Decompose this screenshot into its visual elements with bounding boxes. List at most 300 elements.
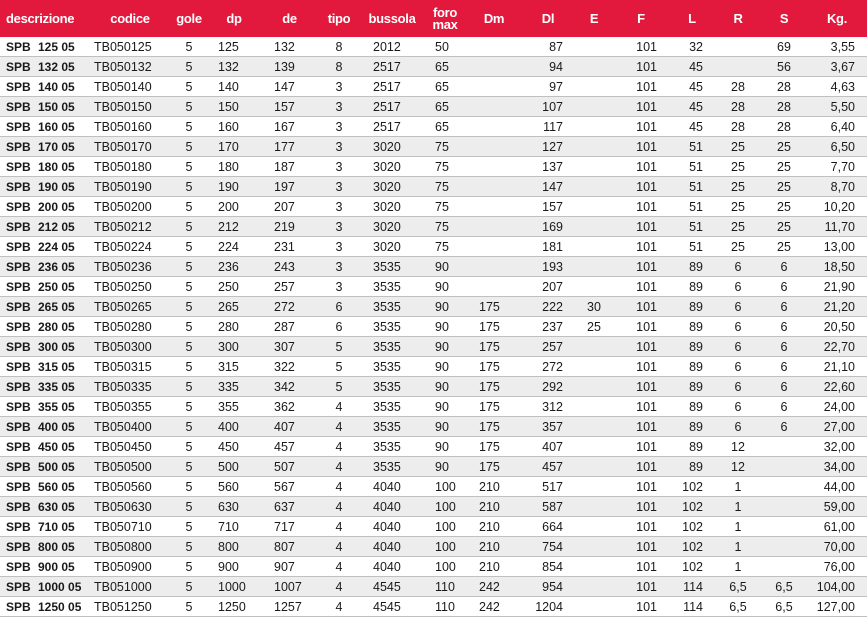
cell-bussola: 3020 bbox=[361, 237, 423, 257]
cell-bussola: 4040 bbox=[361, 497, 423, 517]
cell-s: 25 bbox=[761, 217, 807, 237]
cell-tipo: 4 bbox=[317, 477, 361, 497]
cell-r: 25 bbox=[715, 237, 761, 257]
desc-prefix: SPB bbox=[6, 519, 31, 534]
cell-gole: 5 bbox=[172, 77, 206, 97]
cell-gole: 5 bbox=[172, 377, 206, 397]
cell-descrizione bbox=[0, 357, 88, 377]
table-row bbox=[0, 397, 867, 417]
cell-dm: 175 bbox=[467, 437, 521, 457]
cell-dl: 272 bbox=[521, 357, 575, 377]
cell-r: 6 bbox=[715, 377, 761, 397]
col-header-kg: Kg. bbox=[807, 0, 867, 37]
cell-tipo: 3 bbox=[317, 277, 361, 297]
cell-r: 25 bbox=[715, 197, 761, 217]
cell-dm bbox=[467, 257, 521, 277]
table-row bbox=[0, 257, 867, 277]
cell-dl: 94 bbox=[521, 57, 575, 77]
cell-dl: 664 bbox=[521, 517, 575, 537]
cell-dl: 854 bbox=[521, 557, 575, 577]
cell-de: 567 bbox=[262, 477, 317, 497]
cell-r: 1 bbox=[715, 557, 761, 577]
cell-r: 6,5 bbox=[715, 577, 761, 597]
cell-kg: 27,00 bbox=[807, 417, 867, 437]
cell-de: 272 bbox=[262, 297, 317, 317]
cell-tipo: 4 bbox=[317, 417, 361, 437]
cell-s: 25 bbox=[761, 177, 807, 197]
cell-dm: 242 bbox=[467, 597, 521, 617]
cell-de: 637 bbox=[262, 497, 317, 517]
cell-de: 807 bbox=[262, 537, 317, 557]
cell-tipo: 4 bbox=[317, 597, 361, 617]
cell-descrizione bbox=[0, 117, 88, 137]
cell-dl: 107 bbox=[521, 97, 575, 117]
cell-dm: 210 bbox=[467, 537, 521, 557]
cell-de: 167 bbox=[262, 117, 317, 137]
cell-descrizione bbox=[0, 337, 88, 357]
desc-prefix: SPB bbox=[6, 439, 31, 454]
cell-codice: TB051000 bbox=[88, 577, 172, 597]
cell-de: 231 bbox=[262, 237, 317, 257]
cell-dm: 175 bbox=[467, 337, 521, 357]
table-row bbox=[0, 277, 867, 297]
desc-size: 335 05 bbox=[38, 379, 75, 394]
cell-f: 101 bbox=[613, 157, 669, 177]
cell-descrizione bbox=[0, 157, 88, 177]
cell-dm: 242 bbox=[467, 577, 521, 597]
cell-foro-max: 65 bbox=[423, 97, 467, 117]
cell-gole: 5 bbox=[172, 237, 206, 257]
cell-kg: 59,00 bbox=[807, 497, 867, 517]
table-row bbox=[0, 557, 867, 577]
cell-gole: 5 bbox=[172, 477, 206, 497]
cell-e bbox=[575, 557, 613, 577]
cell-foro-max: 110 bbox=[423, 577, 467, 597]
cell-foro-max: 100 bbox=[423, 557, 467, 577]
cell-f: 101 bbox=[613, 37, 669, 57]
desc-size: 250 05 bbox=[38, 279, 75, 294]
cell-bussola: 4545 bbox=[361, 577, 423, 597]
cell-e bbox=[575, 97, 613, 117]
cell-dl: 193 bbox=[521, 257, 575, 277]
cell-tipo: 4 bbox=[317, 537, 361, 557]
col-header-codice: codice bbox=[88, 0, 172, 37]
cell-bussola: 3535 bbox=[361, 417, 423, 437]
cell-dm: 210 bbox=[467, 497, 521, 517]
cell-bussola: 3535 bbox=[361, 297, 423, 317]
cell-gole: 5 bbox=[172, 37, 206, 57]
cell-r: 6 bbox=[715, 397, 761, 417]
cell-s: 6,5 bbox=[761, 577, 807, 597]
desc-size: 224 05 bbox=[38, 239, 75, 254]
cell-foro-max: 100 bbox=[423, 537, 467, 557]
desc-size: 280 05 bbox=[38, 319, 75, 334]
cell-gole: 5 bbox=[172, 97, 206, 117]
table-row bbox=[0, 417, 867, 437]
cell-de: 132 bbox=[262, 37, 317, 57]
desc-size: 170 05 bbox=[38, 139, 75, 154]
cell-l: 51 bbox=[669, 217, 715, 237]
cell-e bbox=[575, 437, 613, 457]
cell-foro-max: 90 bbox=[423, 417, 467, 437]
cell-kg: 8,70 bbox=[807, 177, 867, 197]
cell-s bbox=[761, 557, 807, 577]
cell-foro-max: 90 bbox=[423, 317, 467, 337]
cell-kg: 34,00 bbox=[807, 457, 867, 477]
cell-r: 28 bbox=[715, 77, 761, 97]
cell-bussola: 2517 bbox=[361, 77, 423, 97]
cell-tipo: 6 bbox=[317, 317, 361, 337]
cell-dm bbox=[467, 97, 521, 117]
cell-e bbox=[575, 377, 613, 397]
cell-dp: 1250 bbox=[206, 597, 262, 617]
cell-dl: 137 bbox=[521, 157, 575, 177]
cell-s: 6 bbox=[761, 337, 807, 357]
desc-prefix: SPB bbox=[6, 39, 31, 54]
desc-prefix: SPB bbox=[6, 459, 31, 474]
cell-f: 101 bbox=[613, 277, 669, 297]
cell-dp: 560 bbox=[206, 477, 262, 497]
cell-e: 30 bbox=[575, 297, 613, 317]
cell-bussola: 2517 bbox=[361, 97, 423, 117]
cell-de: 197 bbox=[262, 177, 317, 197]
cell-f: 101 bbox=[613, 497, 669, 517]
cell-e bbox=[575, 537, 613, 557]
cell-e bbox=[575, 417, 613, 437]
cell-l: 89 bbox=[669, 257, 715, 277]
desc-prefix: SPB bbox=[6, 499, 31, 514]
cell-e bbox=[575, 117, 613, 137]
table-row bbox=[0, 57, 867, 77]
cell-descrizione bbox=[0, 317, 88, 337]
cell-foro-max: 100 bbox=[423, 497, 467, 517]
cell-codice: TB050236 bbox=[88, 257, 172, 277]
cell-tipo: 8 bbox=[317, 37, 361, 57]
cell-kg: 3,67 bbox=[807, 57, 867, 77]
cell-foro-max: 75 bbox=[423, 217, 467, 237]
cell-s: 56 bbox=[761, 57, 807, 77]
cell-l: 45 bbox=[669, 77, 715, 97]
cell-bussola: 3535 bbox=[361, 277, 423, 297]
cell-dl: 587 bbox=[521, 497, 575, 517]
desc-size: 500 05 bbox=[38, 459, 75, 474]
cell-s: 25 bbox=[761, 137, 807, 157]
cell-dm bbox=[467, 37, 521, 57]
col-header-bussola: bussola bbox=[361, 0, 423, 37]
cell-bussola: 4040 bbox=[361, 557, 423, 577]
cell-e bbox=[575, 577, 613, 597]
cell-dm bbox=[467, 277, 521, 297]
cell-dm: 175 bbox=[467, 417, 521, 437]
desc-size: 180 05 bbox=[38, 159, 75, 174]
cell-r: 28 bbox=[715, 117, 761, 137]
cell-bussola: 2517 bbox=[361, 57, 423, 77]
table-row bbox=[0, 597, 867, 617]
cell-gole: 5 bbox=[172, 217, 206, 237]
cell-kg: 21,90 bbox=[807, 277, 867, 297]
cell-codice: TB050132 bbox=[88, 57, 172, 77]
cell-dp: 800 bbox=[206, 537, 262, 557]
cell-kg: 4,63 bbox=[807, 77, 867, 97]
cell-kg: 11,70 bbox=[807, 217, 867, 237]
cell-s bbox=[761, 497, 807, 517]
cell-foro-max: 90 bbox=[423, 397, 467, 417]
cell-gole: 5 bbox=[172, 177, 206, 197]
desc-prefix: SPB bbox=[6, 299, 31, 314]
cell-l: 89 bbox=[669, 357, 715, 377]
cell-dm: 175 bbox=[467, 317, 521, 337]
header-row bbox=[0, 0, 867, 37]
cell-l: 45 bbox=[669, 57, 715, 77]
cell-tipo: 5 bbox=[317, 337, 361, 357]
cell-kg: 104,00 bbox=[807, 577, 867, 597]
cell-dp: 315 bbox=[206, 357, 262, 377]
cell-dm bbox=[467, 77, 521, 97]
table-row bbox=[0, 317, 867, 337]
cell-l: 89 bbox=[669, 277, 715, 297]
desc-prefix: SPB bbox=[6, 339, 31, 354]
cell-tipo: 3 bbox=[317, 237, 361, 257]
cell-s bbox=[761, 537, 807, 557]
cell-kg: 22,60 bbox=[807, 377, 867, 397]
table-row bbox=[0, 357, 867, 377]
cell-kg: 6,40 bbox=[807, 117, 867, 137]
cell-kg: 7,70 bbox=[807, 157, 867, 177]
cell-e bbox=[575, 257, 613, 277]
desc-size: 212 05 bbox=[38, 219, 75, 234]
cell-dp: 190 bbox=[206, 177, 262, 197]
cell-s: 6 bbox=[761, 277, 807, 297]
cell-r: 1 bbox=[715, 497, 761, 517]
cell-kg: 61,00 bbox=[807, 517, 867, 537]
cell-r: 6,5 bbox=[715, 597, 761, 617]
cell-r: 1 bbox=[715, 477, 761, 497]
cell-foro-max: 75 bbox=[423, 157, 467, 177]
desc-prefix: SPB bbox=[6, 599, 31, 614]
cell-r: 1 bbox=[715, 517, 761, 537]
cell-gole: 5 bbox=[172, 457, 206, 477]
cell-codice: TB050265 bbox=[88, 297, 172, 317]
cell-dm bbox=[467, 177, 521, 197]
table-row bbox=[0, 457, 867, 477]
cell-de: 207 bbox=[262, 197, 317, 217]
cell-e bbox=[575, 357, 613, 377]
desc-size: 265 05 bbox=[38, 299, 75, 314]
cell-l: 89 bbox=[669, 457, 715, 477]
cell-kg: 10,20 bbox=[807, 197, 867, 217]
cell-dp: 200 bbox=[206, 197, 262, 217]
cell-gole: 5 bbox=[172, 197, 206, 217]
desc-size: 300 05 bbox=[38, 339, 75, 354]
cell-f: 101 bbox=[613, 337, 669, 357]
cell-codice: TB050280 bbox=[88, 317, 172, 337]
cell-foro-max: 110 bbox=[423, 597, 467, 617]
cell-r: 1 bbox=[715, 537, 761, 557]
cell-r: 25 bbox=[715, 177, 761, 197]
cell-gole: 5 bbox=[172, 517, 206, 537]
cell-dm: 175 bbox=[467, 297, 521, 317]
cell-descrizione bbox=[0, 577, 88, 597]
cell-bussola: 3535 bbox=[361, 397, 423, 417]
cell-r: 25 bbox=[715, 137, 761, 157]
cell-f: 101 bbox=[613, 397, 669, 417]
table-row bbox=[0, 157, 867, 177]
cell-gole: 5 bbox=[172, 57, 206, 77]
cell-tipo: 5 bbox=[317, 357, 361, 377]
cell-s: 6 bbox=[761, 257, 807, 277]
cell-f: 101 bbox=[613, 317, 669, 337]
cell-r: 12 bbox=[715, 437, 761, 457]
desc-prefix: SPB bbox=[6, 399, 31, 414]
cell-tipo: 3 bbox=[317, 177, 361, 197]
cell-s: 6 bbox=[761, 417, 807, 437]
cell-bussola: 3535 bbox=[361, 337, 423, 357]
cell-r: 6 bbox=[715, 337, 761, 357]
cell-dm bbox=[467, 157, 521, 177]
col-header-e: E bbox=[575, 0, 613, 37]
desc-prefix: SPB bbox=[6, 59, 31, 74]
cell-e bbox=[575, 57, 613, 77]
cell-gole: 5 bbox=[172, 437, 206, 457]
cell-l: 114 bbox=[669, 597, 715, 617]
cell-f: 101 bbox=[613, 257, 669, 277]
cell-descrizione bbox=[0, 497, 88, 517]
cell-dp: 212 bbox=[206, 217, 262, 237]
cell-e bbox=[575, 457, 613, 477]
cell-dp: 224 bbox=[206, 237, 262, 257]
cell-e bbox=[575, 177, 613, 197]
cell-e bbox=[575, 477, 613, 497]
cell-r: 12 bbox=[715, 457, 761, 477]
cell-descrizione bbox=[0, 437, 88, 457]
cell-f: 101 bbox=[613, 457, 669, 477]
desc-prefix: SPB bbox=[6, 199, 31, 214]
cell-foro-max: 75 bbox=[423, 177, 467, 197]
cell-dp: 180 bbox=[206, 157, 262, 177]
cell-bussola: 3535 bbox=[361, 377, 423, 397]
cell-gole: 5 bbox=[172, 297, 206, 317]
cell-s bbox=[761, 437, 807, 457]
desc-size: 140 05 bbox=[38, 79, 75, 94]
cell-dp: 236 bbox=[206, 257, 262, 277]
cell-kg: 24,00 bbox=[807, 397, 867, 417]
cell-tipo: 3 bbox=[317, 217, 361, 237]
desc-prefix: SPB bbox=[6, 539, 31, 554]
cell-tipo: 4 bbox=[317, 577, 361, 597]
cell-dm: 175 bbox=[467, 357, 521, 377]
cell-s: 6 bbox=[761, 357, 807, 377]
cell-tipo: 3 bbox=[317, 137, 361, 157]
cell-e bbox=[575, 517, 613, 537]
cell-bussola: 3020 bbox=[361, 197, 423, 217]
cell-kg: 6,50 bbox=[807, 137, 867, 157]
cell-s: 6 bbox=[761, 377, 807, 397]
cell-dl: 457 bbox=[521, 457, 575, 477]
cell-dl: 169 bbox=[521, 217, 575, 237]
cell-dl: 157 bbox=[521, 197, 575, 217]
cell-descrizione bbox=[0, 557, 88, 577]
cell-foro-max: 90 bbox=[423, 297, 467, 317]
cell-l: 102 bbox=[669, 477, 715, 497]
desc-size: 400 05 bbox=[38, 419, 75, 434]
col-header-tipo: tipo bbox=[317, 0, 361, 37]
desc-prefix: SPB bbox=[6, 139, 31, 154]
desc-size: 150 05 bbox=[38, 99, 75, 114]
cell-de: 243 bbox=[262, 257, 317, 277]
desc-prefix: SPB bbox=[6, 179, 31, 194]
cell-e bbox=[575, 217, 613, 237]
cell-descrizione bbox=[0, 97, 88, 117]
cell-de: 177 bbox=[262, 137, 317, 157]
cell-foro-max: 65 bbox=[423, 77, 467, 97]
cell-foro-max: 90 bbox=[423, 357, 467, 377]
cell-s: 25 bbox=[761, 237, 807, 257]
desc-size: 315 05 bbox=[38, 359, 75, 374]
cell-dl: 97 bbox=[521, 77, 575, 97]
cell-r: 25 bbox=[715, 217, 761, 237]
cell-codice: TB050710 bbox=[88, 517, 172, 537]
cell-dl: 1204 bbox=[521, 597, 575, 617]
cell-kg: 22,70 bbox=[807, 337, 867, 357]
cell-descrizione bbox=[0, 277, 88, 297]
col-header-l: L bbox=[669, 0, 715, 37]
cell-dl: 117 bbox=[521, 117, 575, 137]
cell-l: 102 bbox=[669, 537, 715, 557]
cell-l: 102 bbox=[669, 517, 715, 537]
cell-de: 219 bbox=[262, 217, 317, 237]
cell-f: 101 bbox=[613, 417, 669, 437]
cell-dl: 292 bbox=[521, 377, 575, 397]
cell-s: 25 bbox=[761, 157, 807, 177]
cell-descrizione bbox=[0, 57, 88, 77]
cell-foro-max: 75 bbox=[423, 197, 467, 217]
table-row bbox=[0, 37, 867, 57]
cell-descrizione bbox=[0, 177, 88, 197]
cell-codice: TB050250 bbox=[88, 277, 172, 297]
cell-tipo: 4 bbox=[317, 457, 361, 477]
cell-kg: 3,55 bbox=[807, 37, 867, 57]
cell-kg: 32,00 bbox=[807, 437, 867, 457]
cell-dm bbox=[467, 57, 521, 77]
cell-codice: TB050160 bbox=[88, 117, 172, 137]
cell-dl: 407 bbox=[521, 437, 575, 457]
cell-tipo: 3 bbox=[317, 77, 361, 97]
cell-de: 362 bbox=[262, 397, 317, 417]
cell-tipo: 4 bbox=[317, 437, 361, 457]
cell-codice: TB050335 bbox=[88, 377, 172, 397]
cell-bussola: 2517 bbox=[361, 117, 423, 137]
cell-tipo: 3 bbox=[317, 197, 361, 217]
cell-descrizione bbox=[0, 597, 88, 617]
cell-e bbox=[575, 397, 613, 417]
cell-de: 187 bbox=[262, 157, 317, 177]
cell-kg: 70,00 bbox=[807, 537, 867, 557]
cell-f: 101 bbox=[613, 137, 669, 157]
cell-de: 287 bbox=[262, 317, 317, 337]
cell-gole: 5 bbox=[172, 577, 206, 597]
cell-f: 101 bbox=[613, 97, 669, 117]
cell-codice: TB050355 bbox=[88, 397, 172, 417]
cell-descrizione bbox=[0, 37, 88, 57]
cell-codice: TB050180 bbox=[88, 157, 172, 177]
cell-tipo: 3 bbox=[317, 117, 361, 137]
cell-foro-max: 90 bbox=[423, 337, 467, 357]
cell-kg: 13,00 bbox=[807, 237, 867, 257]
cell-gole: 5 bbox=[172, 417, 206, 437]
cell-codice: TB050140 bbox=[88, 77, 172, 97]
cell-codice: TB051250 bbox=[88, 597, 172, 617]
cell-r: 6 bbox=[715, 417, 761, 437]
